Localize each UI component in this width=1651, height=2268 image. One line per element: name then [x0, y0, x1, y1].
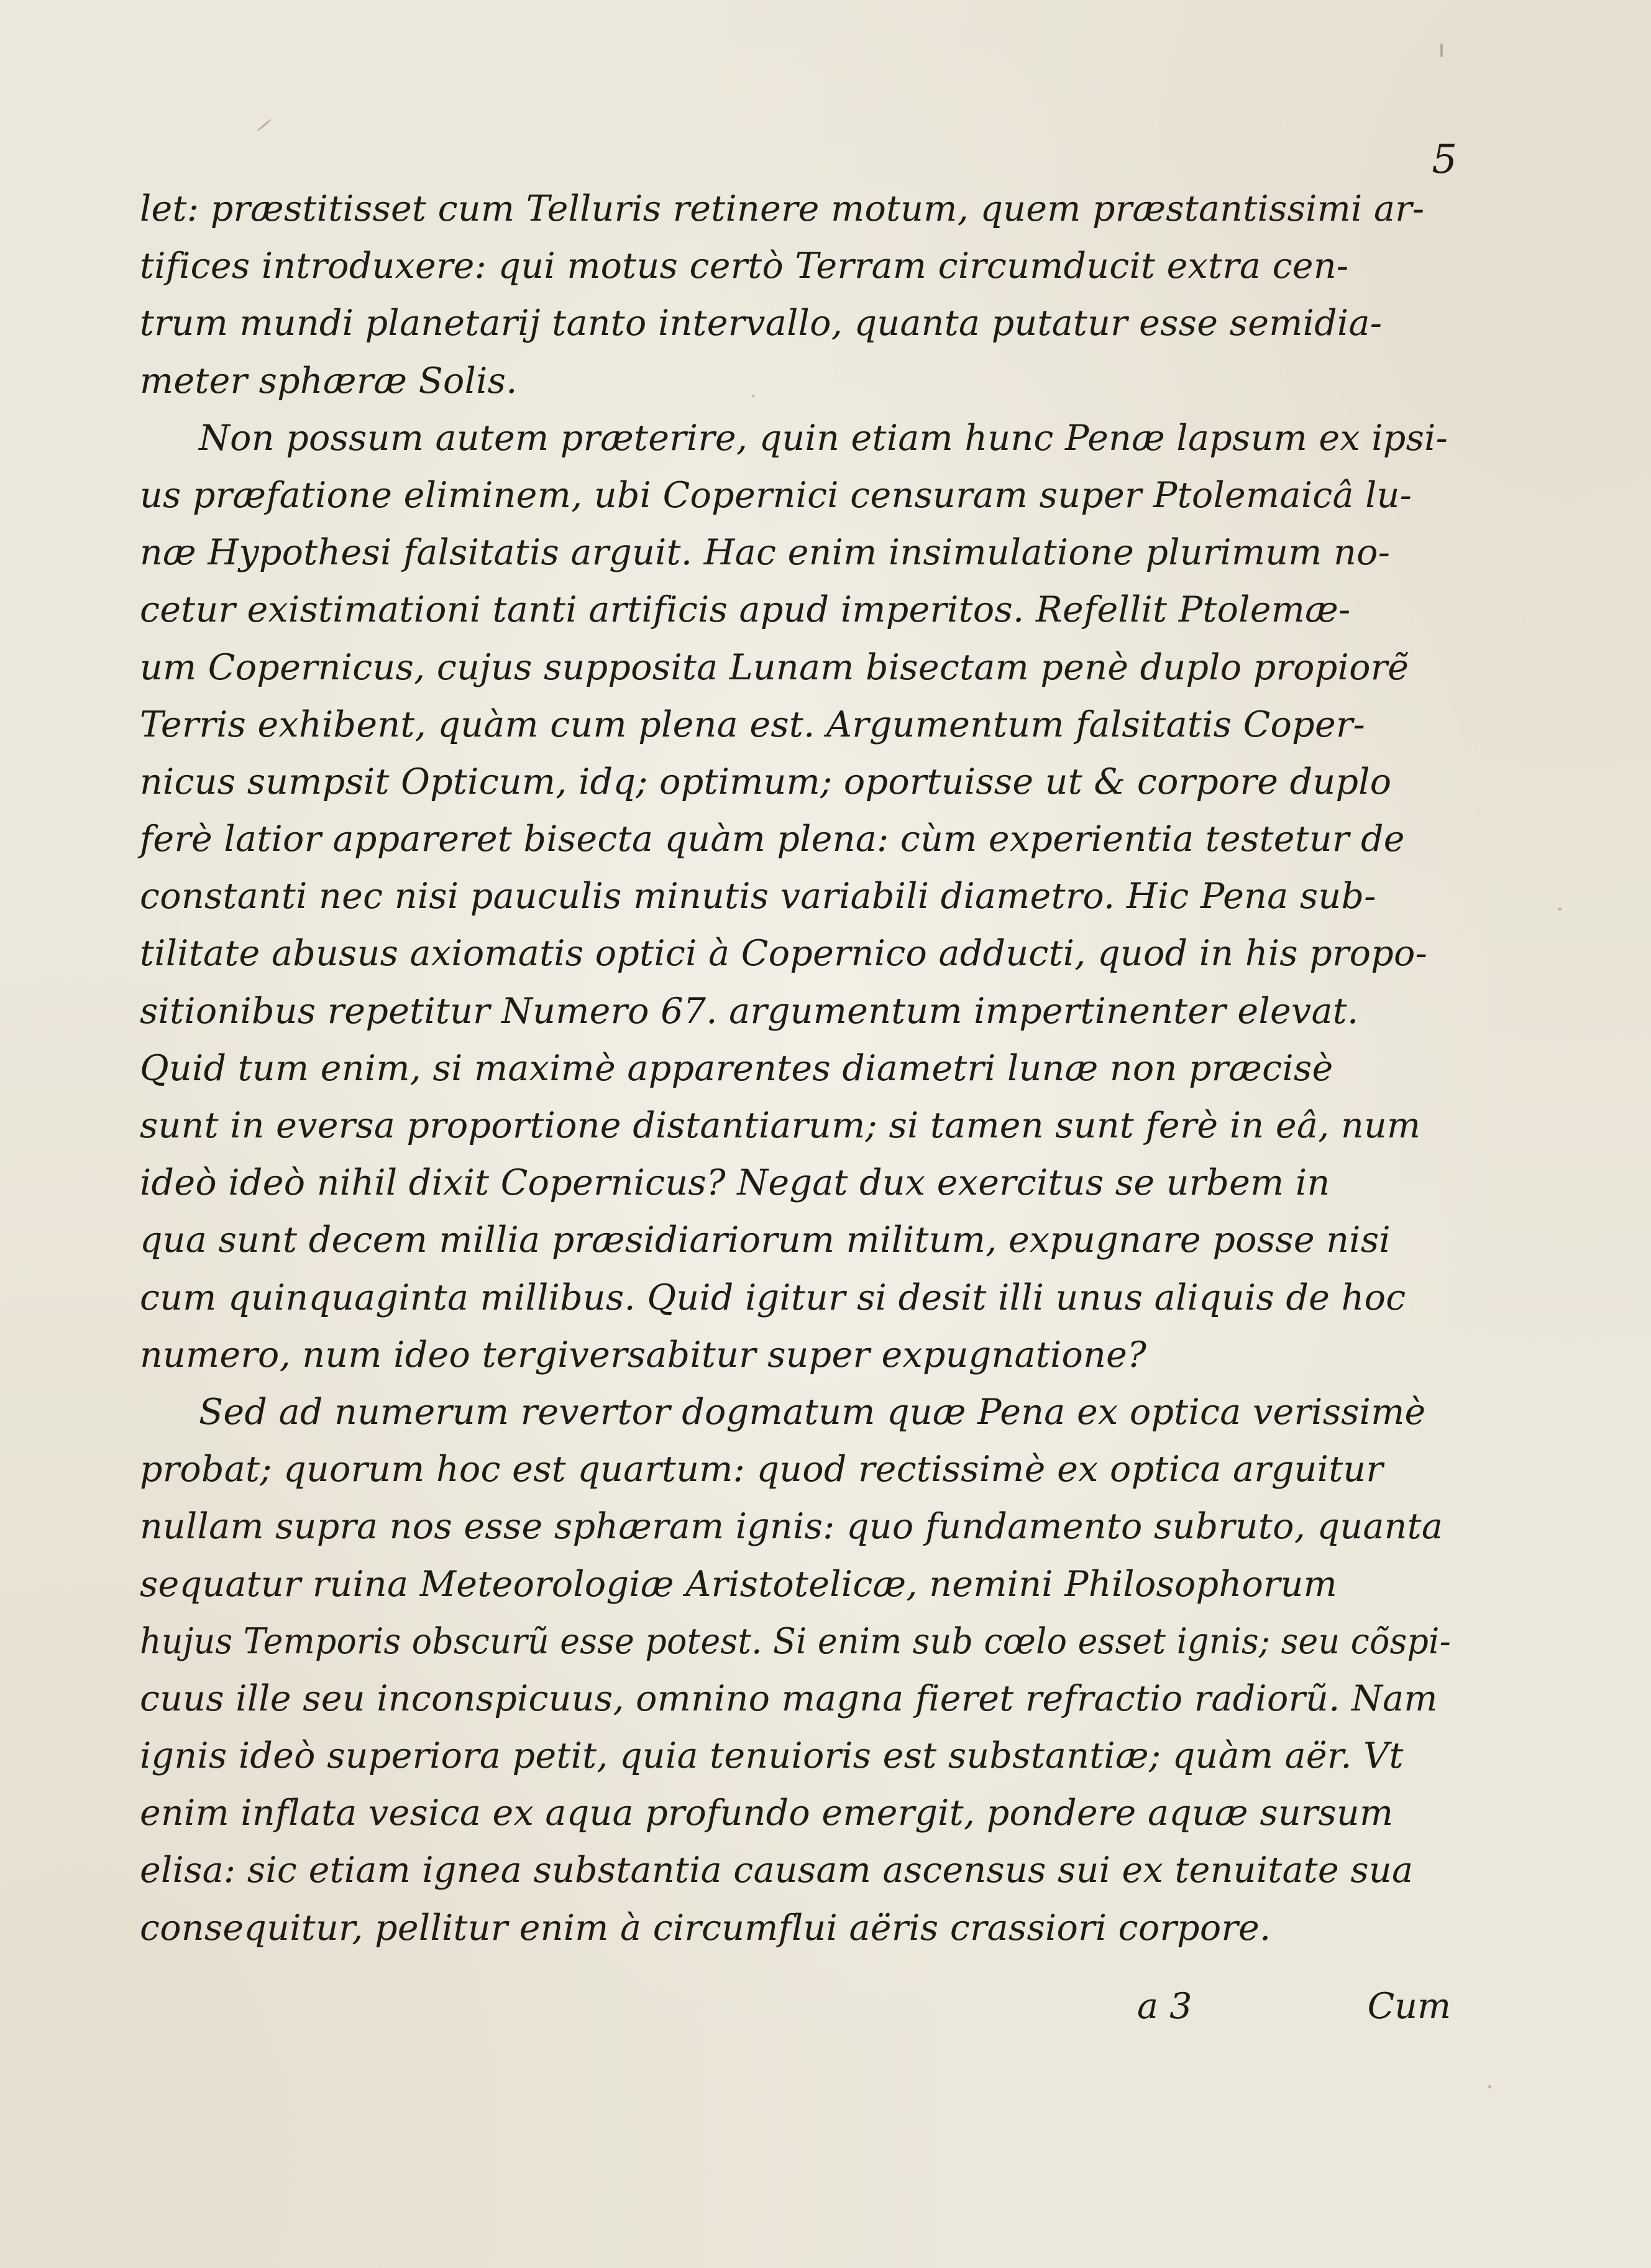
text-line: næ Hypothesi falsitatis arguit. Hac enim insimulatione plurimum no-: [140, 532, 1391, 574]
paragraph-1: [140, 180, 1451, 410]
text-line: nicus sumpsit Opticum, idq; optimum; oportuisse ut & corpore duplo: [140, 761, 1392, 802]
text-line: probat; quorum hoc est quartum: quod rectissimè ex optica arguitur: [140, 1449, 1383, 1490]
text-line: Terris exhibent, quàm cum plena est. Argumentum falsitatis Coper-: [140, 704, 1366, 745]
text-line: nullam supra nos esse sphæram ignis: quo fundamento subruto, quanta: [140, 1506, 1443, 1548]
paper-blemish: [257, 119, 272, 132]
text-line: qua sunt decem millia præsidiariorum militum, expugnare posse nisi: [140, 1219, 1391, 1261]
text-line: sunt in eversa proportione distantiarum; si tamen sunt ferè in eâ, num: [140, 1105, 1421, 1146]
text-line: let: præstitisset cum Telluris retinere motum, quem præstantissimi ar-: [140, 188, 1425, 229]
text-line: elisa: sic etiam ignea substantia causam ascensus sui ex tenuitate sua: [140, 1850, 1414, 1891]
text-line: numero, num ideo tergiversabitur super expugnatione?: [140, 1334, 1147, 1375]
text-line: enim inflata vesica ex aqua profundo emergit, pondere aquæ sursum: [140, 1793, 1394, 1834]
text-line: trum mundi planetarij tanto intervallo, quanta putatur esse semidia-: [140, 303, 1383, 344]
text-line: ideò ideò nihil dixit Copernicus? Negat dux exercitus se urbem in: [140, 1162, 1330, 1204]
paper-blemish: [1558, 907, 1562, 911]
text-line: consequitur, pellitur enim à circumflui aëris crassiori corpore.: [140, 1907, 1271, 1949]
page-number: 5: [1432, 137, 1457, 183]
text-line: cuus ille seu inconspicuus, omnino magna fieret refractio radiorũ. Nam: [140, 1678, 1438, 1719]
text-line: ignis ideò superiora petit, quia tenuioris est substantiæ; quàm aër. Vt: [140, 1735, 1404, 1777]
page-footer: [140, 1986, 1451, 2048]
paper-blemish: [1488, 2085, 1491, 2088]
text-line: Quid tum enim, si maximè apparentes diametri lunæ non præcisè: [140, 1047, 1333, 1089]
text-line: Sed ad numerum revertor dogmatum quæ Pena ex optica verissimè: [199, 1391, 1426, 1433]
text-line: hujus Temporis obscurũ esse potest. Si enim sub cœlo esset ignis; seu cõspi-: [140, 1620, 1452, 1662]
text-line: sitionibus repetitur Numero 67. argumentum impertinenter elevat.: [140, 990, 1359, 1032]
text-line: tilitate abusus axiomatis optici à Copernico adducti, quod in his propo-: [140, 933, 1428, 975]
text-line: sequatur ruina Meteorologiæ Aristotelicæ, nemini Philosophorum: [140, 1563, 1337, 1605]
text-line: ferè latior appareret bisecta quàm plena: cùm experientia testetur de: [140, 819, 1405, 860]
text-line: constanti nec nisi pauculis minutis variabili diametro. Hic Pena sub-: [140, 876, 1376, 917]
paper-blemish: [1440, 44, 1443, 57]
body-text: [140, 180, 1451, 1957]
text-line: meter sphæræ Solis.: [140, 360, 518, 402]
text-line: cetur existimationi tanti artificis apud imperitos. Refellit Ptolemæ-: [140, 589, 1351, 631]
text-line: um Copernicus, cujus supposita Lunam bisectam penè duplo propiorẽ: [140, 646, 1409, 688]
text-line: cum quinquaginta millibus. Quid igitur si desit illi unus aliquis de hoc: [140, 1277, 1406, 1318]
text-line: us præfatione eliminem, ubi Copernici censuram super Ptolemaicâ lu-: [140, 474, 1412, 516]
paragraph-3: [140, 1384, 1451, 1957]
paragraph-2: [140, 410, 1451, 1384]
signature-mark: a 3: [1137, 1986, 1192, 2027]
text-line: tifices introduxere: qui motus certò Terram circumducit extra cen-: [140, 246, 1349, 287]
catchword: Cum: [1367, 1986, 1451, 2027]
text-line: Non possum autem præterire, quin etiam hunc Penæ lapsum ex ipsi-: [199, 417, 1448, 459]
